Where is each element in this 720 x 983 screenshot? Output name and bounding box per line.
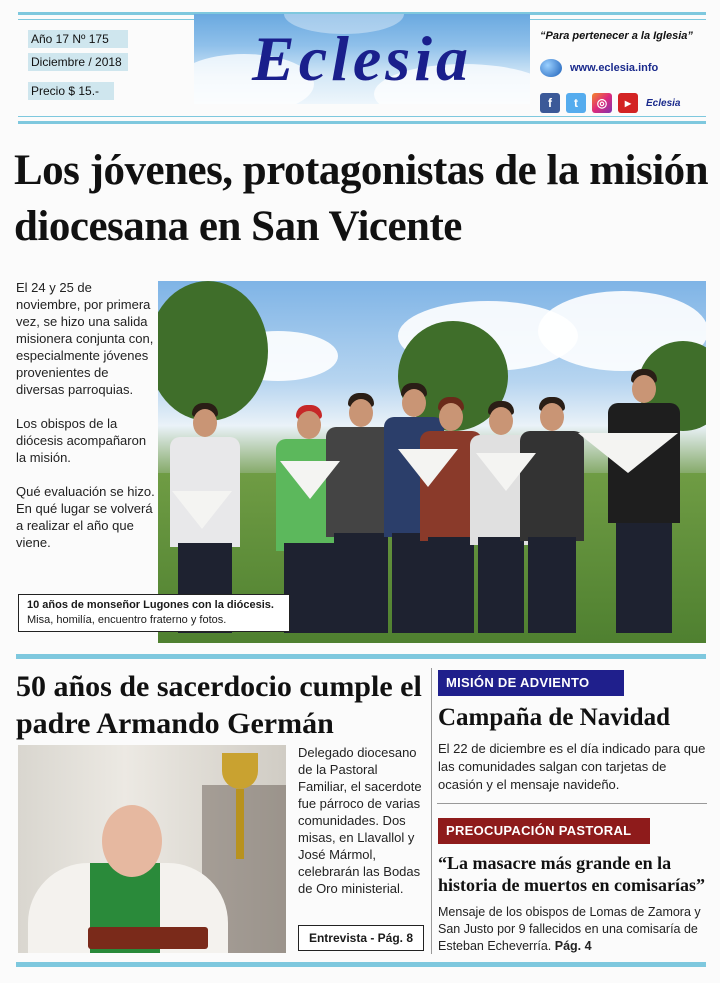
website-row[interactable]: [540, 58, 658, 78]
issue-date: Diciembre / 2018: [28, 53, 128, 71]
caption-subtitle: Misa, homilía, encuentro fraterno y fotos.: [27, 614, 227, 626]
story2-headline: 50 años de sacerdocio cumple el padre Armando Germán: [16, 670, 422, 740]
twitter-icon[interactable]: t: [566, 93, 586, 113]
masacre-title: “La masacre más grande en la historia de muertos en comisarías”: [438, 853, 705, 895]
masacre-body: Mensaje de los obispos de Lomas de Zamora y San Justo por 9 fallecidos en una comisaría de Esteban Echeverría.: [438, 905, 701, 953]
page-reference[interactable]: Pág. 4: [554, 939, 592, 953]
story2-body: Delegado diocesano de la Pastoral Familiar, el sacerdote fue párroco de varias comunidades. Dos misas, en Llavallol y José Mármol, celebrarán las Bodas de Oro ministerial.: [298, 745, 422, 896]
sidebar-divider: [437, 803, 707, 804]
lead-body: [16, 279, 156, 568]
footer-divider: [16, 962, 706, 967]
lead-paragraph: Los obispos de la diócesis acompañaron la misión.: [16, 416, 147, 465]
slogan: “Para pertenecer a la Iglesia”: [540, 30, 693, 42]
masacre-text: [438, 904, 710, 955]
instagram-icon[interactable]: ◎: [592, 93, 612, 113]
social-label: Eclesia: [646, 97, 681, 109]
caption-title: 10 años de monseñor Lugones con la diócesis.: [27, 599, 274, 611]
priest-photo: [18, 745, 286, 953]
preocupacion-pastoral-tag: PREOCUPACIÓN PASTORAL: [438, 818, 650, 844]
website-link[interactable]: www.eclesia.info: [570, 62, 659, 74]
youth-group-photo: [158, 281, 706, 643]
globe-icon: [540, 59, 562, 77]
photo-caption[interactable]: [18, 594, 290, 632]
issue-price: Precio $ 15.-: [28, 82, 114, 100]
campana-navidad-title: Campaña de Navidad: [438, 704, 670, 731]
issue-number: Año 17 Nº 175: [28, 30, 128, 48]
lead-paragraph: Qué evaluación se hizo. En qué lugar se volverá a realizar el año que viene.: [16, 484, 155, 550]
logo[interactable]: Eclesia: [252, 23, 472, 94]
interview-link[interactable]: Entrevista - Pág. 8: [298, 925, 424, 951]
column-divider: [431, 668, 432, 954]
social-links: [540, 93, 680, 113]
facebook-icon[interactable]: f: [540, 93, 560, 113]
youtube-icon[interactable]: ▶: [618, 93, 638, 113]
logo-banner: [194, 14, 530, 104]
section-divider: [16, 654, 706, 659]
lead-headline: Los jóvenes, protagonistas de la misión diocesana en San Vicente: [14, 147, 709, 250]
lead-paragraph: El 24 y 25 de noviembre, por primera vez, se hizo una salida misionera conjunta con, especialmente jóvenes provenientes de diversas parroquias.: [16, 280, 154, 397]
mision-adviento-tag: MISIÓN DE ADVIENTO: [438, 670, 624, 696]
campana-navidad-text: El 22 de diciembre es el día indicado para que las comunidades salgan con tarjetas de ocasión y el mensaje navideño.: [438, 741, 706, 792]
